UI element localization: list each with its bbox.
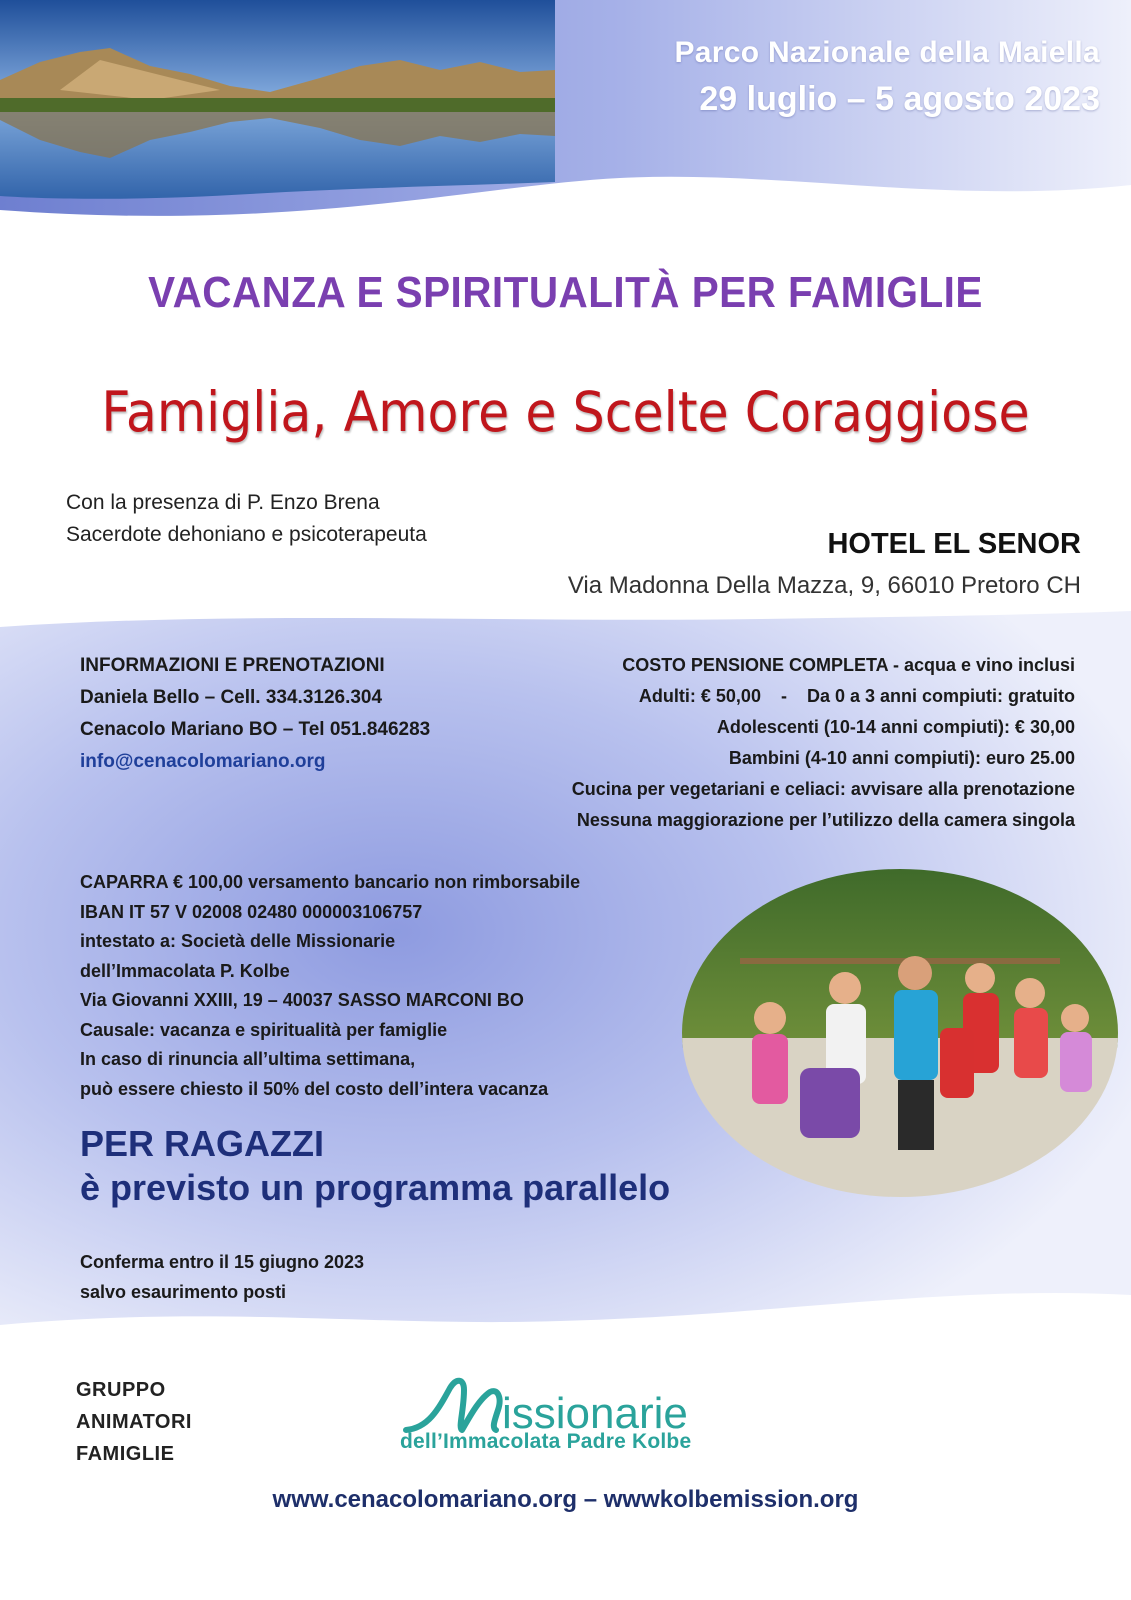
deposit-line: Via Giovanni XXIII, 19 – 40037 SASSO MARCONI BO bbox=[80, 990, 524, 1010]
contact-line: Cenacolo Mariano BO – Tel 051.846283 bbox=[80, 719, 431, 740]
group-line: FAMIGLIE bbox=[76, 1443, 175, 1465]
event-dates: 29 luglio – 5 agosto 2023 bbox=[699, 80, 1100, 118]
costs-block bbox=[455, 650, 1075, 836]
kids-program bbox=[80, 1122, 670, 1210]
info-booking bbox=[80, 650, 430, 778]
deposit-line: dell’Immacolata P. Kolbe bbox=[80, 960, 290, 981]
deposit-line: può essere chiesto il 50% del costo dell’intera vacanza bbox=[80, 1078, 549, 1099]
presence-line: Sacerdote dehoniano e psicoterapeuta bbox=[66, 523, 427, 546]
kids-heading: PER RAGAZZI bbox=[80, 1123, 325, 1164]
costs-heading: COSTO PENSIONE COMPLETA - acqua e vino inclusi bbox=[622, 655, 1075, 675]
deposit-line: IBAN IT 57 V 02008 02480 000003106757 bbox=[80, 901, 423, 922]
presence-line: Con la presenza di P. Enzo Brena bbox=[66, 491, 380, 514]
logo-main-text: issionarie bbox=[502, 1389, 688, 1438]
cost-line: Adulti: € 50,00 - Da 0 a 3 anni compiuti: gratuito bbox=[638, 686, 1075, 706]
confirmation-note bbox=[80, 1248, 364, 1307]
organizer-group bbox=[76, 1374, 192, 1470]
deposit-line: intestato a: Società delle Missionarie bbox=[80, 931, 396, 951]
group-line: GRUPPO bbox=[76, 1379, 166, 1401]
deposit-line: CAPARRA € 100,00 versamento bancario non rimborsabile bbox=[80, 872, 581, 892]
deposit-line: Causale: vacanza e spiritualità per famiglie bbox=[80, 1019, 448, 1040]
event-location-dates bbox=[560, 36, 1100, 119]
footer-websites[interactable]: www.cenacolomariano.org – wwwkolbemission.org bbox=[272, 1486, 859, 1513]
park-name: Parco Nazionale della Maiella bbox=[674, 36, 1100, 69]
email-link[interactable]: info@cenacolomariano.org bbox=[80, 751, 326, 772]
hotel-address: Via Madonna Della Mazza, 9, 66010 Pretoro CH bbox=[567, 572, 1081, 599]
info-heading: INFORMAZIONI E PRENOTAZIONI bbox=[80, 655, 385, 676]
missionarie-logo bbox=[398, 1370, 728, 1470]
families-walking-photo bbox=[680, 868, 1120, 1198]
hotel-name: HOTEL EL SENOR bbox=[827, 528, 1081, 560]
cost-line: Cucina per vegetariani e celiaci: avvisare alla prenotazione bbox=[571, 779, 1075, 799]
confirm-line: salvo esaurimento posti bbox=[80, 1281, 287, 1302]
contact-line: Daniela Bello – Cell. 334.3126.304 bbox=[80, 687, 383, 708]
cost-line: Bambini (4-10 anni compiuti): euro 25.00 bbox=[728, 748, 1075, 768]
guest-presence bbox=[66, 487, 427, 551]
logo-subtitle: dell’Immacolata Padre Kolbe bbox=[400, 1430, 692, 1453]
page-subtitle: Famiglia, Amore e Scelte Coraggiose bbox=[101, 380, 1030, 444]
deposit-line: In caso di rinuncia all’ultima settimana, bbox=[80, 1049, 416, 1069]
kids-description: è previsto un programma parallelo bbox=[80, 1167, 671, 1208]
cost-line: Nessuna maggiorazione per l’utilizzo della camera singola bbox=[576, 810, 1075, 830]
cost-line: Adolescenti (10-14 anni compiuti): € 30,00 bbox=[716, 717, 1075, 737]
deposit-block bbox=[80, 868, 580, 1104]
group-line: ANIMATORI bbox=[76, 1411, 192, 1433]
page-title: VACANZA E SPIRITUALITÀ PER FAMIGLIE bbox=[148, 268, 983, 317]
confirm-line: Conferma entro il 15 giugno 2023 bbox=[80, 1252, 365, 1272]
mountain-lake-photo bbox=[0, 0, 555, 200]
